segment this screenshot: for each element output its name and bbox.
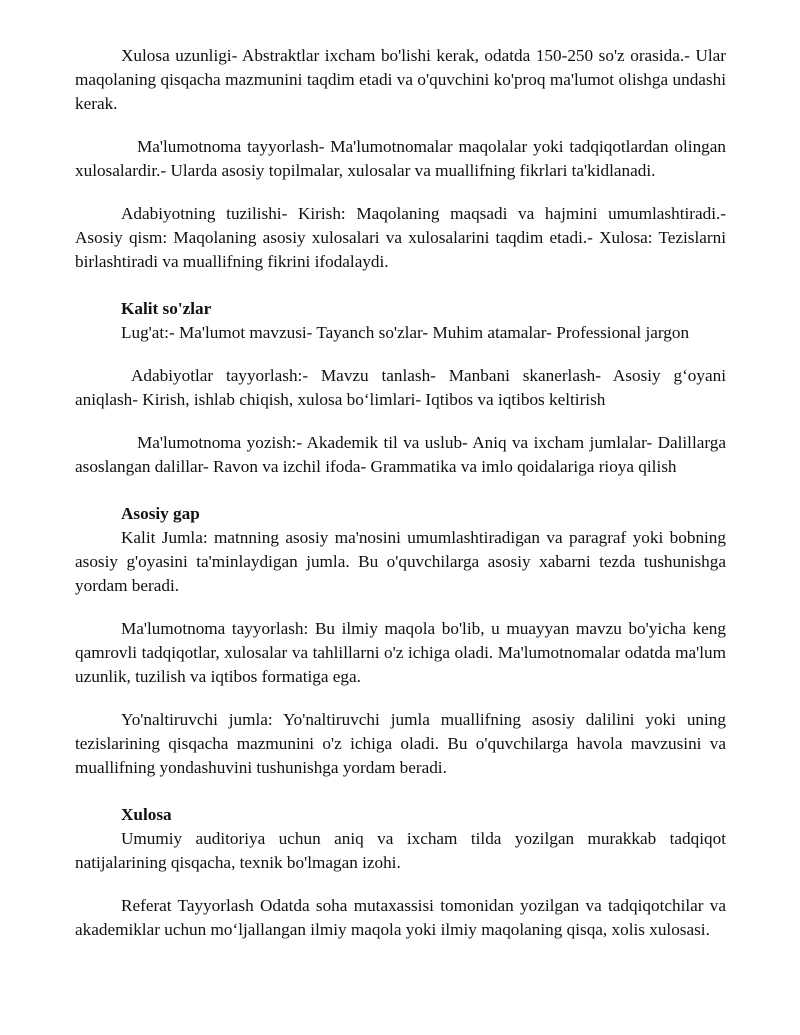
paragraph-key-sentence: Kalit Jumla: matnning asosiy ma'nosini umumlashtiradigan va paragraf yoki bobning asosiy g'oyasini ta'minlaydigan jumla. Bu o'quvchilarga asosiy xabarni tezda tushunishga yordam beradi.	[75, 528, 726, 595]
document-page	[75, 44, 726, 942]
paragraph-literature-preparation: Adabiyotlar tayyorlash:- Mavzu tanlash- Manbani skanerlash- Asosiy g‘oyani aniqlash- Kirish, ishlab chiqish, xulosa bo‘limlari- Iqtibos va iqtibos keltirish	[75, 366, 726, 409]
section-heading-conclusion: Xulosa	[121, 805, 172, 824]
paragraph-reference-article: Ma'lumotnoma tayyorlash: Bu ilmiy maqola bo'lib, u muayyan mavzu bo'yicha keng qamrovli tadqiqotlar, xulosalar va tahlillarni o'z ichiga oladi. Ma'lumotnomalar odatda ma'lum uzunlik, tuzilish va iqtibos formatiga ega.	[75, 619, 726, 686]
paragraph-reference-preparation: Ma'lumotnoma tayyorlash- Ma'lumotnomalar maqolalar yoki tadqiqotlardan olingan xulosalardir.- Ularda asosiy topilmalar, xulosalar va muallifning fikrlari ta'kidlanadi.	[75, 137, 726, 180]
paragraph-reference-writing: Ma'lumotnoma yozish:- Akademik til va uslub- Aniq va ixcham jumlalar- Dalillarga asoslangan dalillar- Ravon va izchil ifoda- Grammatika va imlo qoidalariga rioya qilish	[75, 433, 726, 476]
section-heading-main-sentence: Asosiy gap	[121, 504, 200, 523]
section-heading-keywords: Kalit so'zlar	[121, 299, 212, 318]
paragraph-vocabulary: Lug'at:- Ma'lumot mavzusi- Tayanch so'zlar- Muhim atamalar- Professional jargon	[121, 323, 690, 342]
paragraph-abstract-length: Xulosa uzunligi- Abstraktlar ixcham bo'lishi kerak, odatda 150-250 so'z orasida.- Ular maqolaning qisqacha mazmunini taqdim etadi va o'quvchini ko'proq ma'lumot olishga undashi kerak.	[75, 46, 726, 113]
paragraph-abstract-preparation: Referat Tayyorlash Odatda soha mutaxassisi tomonidan yozilgan va tadqiqotchilar va akademiklar uchun mo‘ljallangan ilmiy maqola yoki ilmiy maqolaning qisqa, xolis xulosasi.	[75, 896, 726, 939]
paragraph-general-audience: Umumiy auditoriya uchun aniq va ixcham tilda yozilgan murakkab tadqiqot natijalarining qisqacha, texnik bo'lmagan izohi.	[75, 829, 726, 872]
paragraph-guiding-sentence: Yo'naltiruvchi jumla: Yo'naltiruvchi jumla muallifning asosiy dalilini yoki uning tezislarining qisqacha mazmunini o'z ichiga oladi. Bu o'quvchilarga havola mavzusini va muallifning yondashuvini tushunishga yordam beradi.	[75, 710, 726, 777]
paragraph-literature-structure: Adabiyotning tuzilishi- Kirish: Maqolaning maqsadi va hajmini umumlashtiradi.- Asosiy qism: Maqolaning asosiy xulosalari va xulosalarini taqdim etadi.- Xulosa: Tezislarni birlashtiradi va muallifning fikrini ifodalaydi.	[75, 204, 726, 271]
